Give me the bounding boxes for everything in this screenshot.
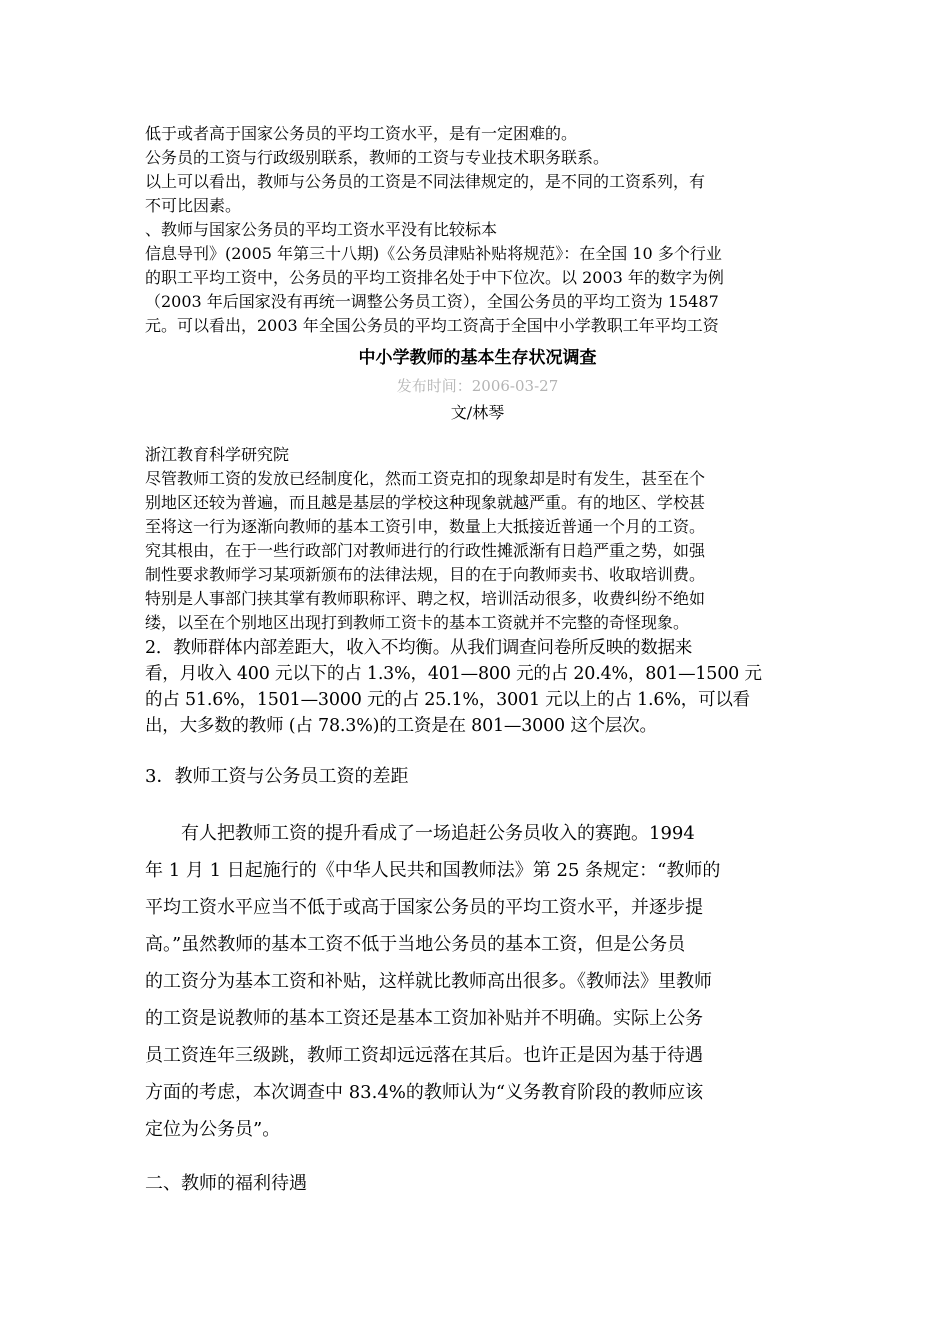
text-line: 至将这一行为逐渐向教师的基本工资引申，数量上大抵接近普通一个月的工资。	[145, 517, 706, 536]
text-line: 定位为公务员”。	[145, 1119, 281, 1140]
text-line: （2003 年后国家没有再统一调整公务员工资），全国公务员的平均工资为 15487	[145, 292, 719, 311]
text-line: 公务员的工资与行政级别联系，教师的工资与专业技术职务联系。	[145, 148, 610, 167]
intro-block	[145, 122, 810, 338]
author-line: 文/林琴	[450, 403, 505, 422]
text-line: 年 1 月 1 日起施行的《中华人民共和国教师法》第 25 条规定：“教师的	[145, 860, 721, 881]
text-line: 出，大多数的教师 (占 78.3%)的工资是在 801—3000 这个层次。	[145, 716, 657, 736]
text-line: 、教师与国家公务员的平均工资水平没有比较标本	[145, 220, 498, 239]
section-3-paragraph	[145, 815, 810, 1148]
text-line: 低于或者高于国家公务员的平均工资水平，是有一定困难的。	[145, 124, 578, 143]
article-title: 中小学教师的基本生存状况调查	[358, 348, 597, 368]
text-line: 员工资连年三级跳，教师工资却远远落在其后。也许正是因为基于待遇	[145, 1045, 703, 1066]
institution: 浙江教育科学研究院	[145, 445, 290, 464]
text-line: 究其根由，在于一些行政部门对教师进行的行政性摊派渐有日趋严重之势，如强	[145, 541, 706, 560]
text-line: 别地区还较为普遍，而且越是基层的学校这种现象就越严重。有的地区、学校甚	[145, 493, 706, 512]
publish-date: 发布时间：2006-03-27	[396, 377, 559, 395]
text-line: 尽管教师工资的发放已经制度化，然而工资克扣的现象却是时有发生，甚至在个	[145, 469, 706, 488]
text-line: 的职工平均工资中，公务员的平均工资排名处于中下位次。以 2003 年的数字为例	[145, 268, 724, 287]
text-line: 方面的考虑，本次调查中 83.4%的教师认为“义务教育阶段的教师应该	[145, 1082, 704, 1103]
section-2-heading: 二、教师的福利待遇	[145, 1173, 307, 1194]
document-page	[145, 122, 810, 1198]
text-line: 信息导刊》(2005 年第三十八期)《公务员津贴补贴将规范》：在全国 10 多个行业	[145, 244, 722, 263]
point-2-block	[145, 635, 810, 739]
text-line: 特别是人事部门挟其掌有教师职称评、聘之权，培训活动很多，收费纠纷不绝如	[145, 589, 706, 608]
text-line: 2．教师群体内部差距大，收入不均衡。从我们调查问卷所反映的数据来	[145, 638, 693, 658]
text-line: 以上可以看出，教师与公务员的工资是不同法律规定的，是不同的工资系列，有	[145, 172, 706, 191]
text-line: 元。可以看出，2003 年全国公务员的平均工资高于全国中小学教职工年平均工资	[145, 316, 719, 335]
text-line: 不可比因素。	[145, 196, 242, 215]
text-line: 高。”虽然教师的基本工资不低于当地公务员的基本工资，但是公务员	[145, 934, 686, 955]
text-line: 有人把教师工资的提升看成了一场追赶公务员收入的赛跑。1994	[145, 823, 695, 844]
section-3-heading: 3．教师工资与公务员工资的差距	[145, 766, 409, 787]
body-block	[145, 443, 810, 635]
text-line: 缕，以至在个别地区出现打到教师工资卡的基本工资就并不完整的奇怪现象。	[145, 613, 690, 632]
text-line: 的工资是说教师的基本工资还是基本工资加补贴并不明确。实际上公务	[145, 1008, 703, 1029]
text-line: 的工资分为基本工资和补贴，这样就比教师高出很多。《教师法》里教师	[145, 971, 712, 992]
text-line: 平均工资水平应当不低于或高于国家公务员的平均工资水平，并逐步提	[145, 897, 703, 918]
text-line: 的占 51.6%，1501—3000 元的占 25.1%，3001 元以上的占 1.6%，可以看	[145, 690, 750, 710]
text-line: 看，月收入 400 元以下的占 1.3%，401—800 元的占 20.4%，801—1500 元	[145, 664, 762, 684]
text-line: 制性要求教师学习某项新颁布的法律法规，目的在于向教师卖书、收取培训费。	[145, 565, 706, 584]
